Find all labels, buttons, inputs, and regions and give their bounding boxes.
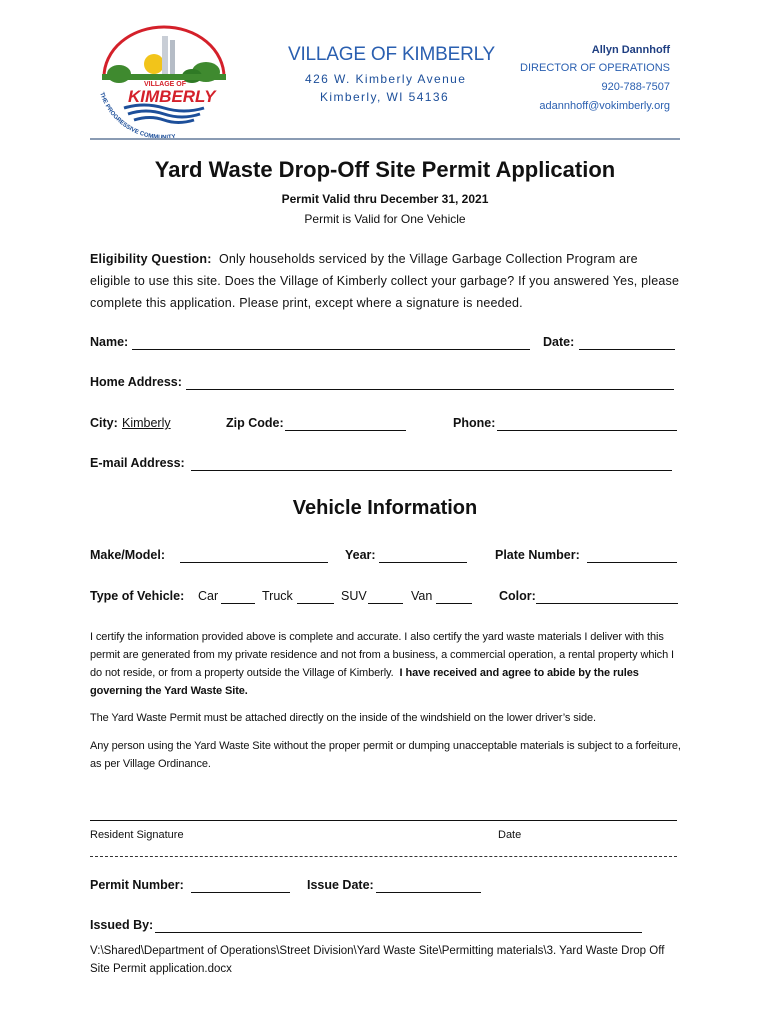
permit-number-label: Permit Number: bbox=[90, 878, 184, 892]
issue-date-field[interactable] bbox=[376, 878, 481, 893]
file-path-footer: V:\Shared\Department of Operations\Street Division\Yard Waste Site\Permitting materials\3. Yard Waste Drop Off Site Permit application.docx bbox=[90, 945, 665, 975]
signature-date-label: Date bbox=[498, 829, 522, 841]
make-model-label: Make/Model: bbox=[90, 548, 166, 562]
city-label: City: bbox=[90, 416, 118, 430]
vehicle-type-truck: Truck bbox=[262, 589, 293, 603]
page-title: Yard Waste Drop-Off Site Permit Application bbox=[154, 157, 616, 182]
address-street: 426 W. Kimberly Avenue bbox=[305, 72, 467, 86]
vehicle-type-van: Van bbox=[411, 589, 433, 603]
email-field[interactable] bbox=[191, 456, 672, 471]
resident-signature-label: Resident Signature bbox=[90, 829, 184, 841]
eligibility-paragraph bbox=[90, 248, 680, 314]
logo-arc-text: THE PROGRESSIVE COMMUNITY bbox=[98, 91, 177, 142]
color-field[interactable] bbox=[536, 589, 678, 604]
logo-kimberly-text: KIMBERLY bbox=[128, 87, 216, 106]
permit-number-field[interactable] bbox=[191, 878, 290, 893]
village-title: VILLAGE OF KIMBERLY bbox=[288, 44, 496, 65]
plate-label: Plate Number: bbox=[495, 548, 580, 562]
eligibility-text: Only households serviced by the Village Garbage Collection Program are eligible to use this site. Does the Village of Kimberly collect your garbage? If you answered Yes, please complete this application. Please print, except where a signature is needed. bbox=[90, 252, 680, 310]
issue-date-label: Issue Date: bbox=[307, 878, 374, 892]
home-address-label: Home Address: bbox=[90, 375, 182, 389]
contact-email[interactable]: adannhoff@vokimberly.org bbox=[539, 100, 670, 112]
permit-one-vehicle: Permit is Valid for One Vehicle bbox=[304, 212, 466, 226]
name-field[interactable] bbox=[132, 335, 530, 350]
vehicle-type-truck-field[interactable] bbox=[297, 589, 334, 604]
contact-phone: 920-788-7507 bbox=[601, 81, 670, 93]
contact-title: DIRECTOR OF OPERATIONS bbox=[520, 62, 670, 74]
date-label: Date: bbox=[543, 335, 575, 349]
windshield-note: The Yard Waste Permit must be attached directly on the inside of the windshield on the lower driver’s side. bbox=[90, 712, 596, 724]
name-label: Name: bbox=[90, 335, 129, 349]
plate-field[interactable] bbox=[587, 548, 677, 563]
address-city: Kimberly, WI 54136 bbox=[320, 90, 450, 104]
forfeiture-note: Any person using the Yard Waste Site without the proper permit or dumping unacceptable materials is subject to a forfeiture, as per Village Ordinance. bbox=[90, 740, 681, 770]
make-model-field[interactable] bbox=[180, 548, 328, 563]
phone-field[interactable] bbox=[497, 416, 677, 431]
vehicle-type-label: Type of Vehicle: bbox=[90, 589, 185, 603]
contact-name: Allyn Dannhoff bbox=[591, 44, 670, 56]
home-address-field[interactable] bbox=[186, 375, 674, 390]
permit-valid-thru: Permit Valid thru December 31, 2021 bbox=[281, 192, 489, 206]
zip-label: Zip Code: bbox=[226, 416, 284, 430]
certification-paragraph bbox=[90, 628, 685, 700]
phone-label: Phone: bbox=[453, 416, 496, 430]
signature-field[interactable] bbox=[90, 806, 677, 821]
eligibility-label: Eligibility Question: bbox=[90, 252, 212, 266]
vehicle-type-car: Car bbox=[198, 589, 219, 603]
issued-by-field[interactable] bbox=[155, 918, 642, 933]
issued-by-label: Issued By: bbox=[90, 918, 154, 932]
date-field[interactable] bbox=[579, 335, 675, 350]
email-label: E-mail Address: bbox=[90, 456, 185, 470]
header-divider bbox=[90, 138, 680, 140]
vehicle-heading: Vehicle Information bbox=[292, 497, 478, 519]
vehicle-type-suv-field[interactable] bbox=[368, 589, 403, 604]
vehicle-type-van-field[interactable] bbox=[436, 589, 472, 604]
year-label: Year: bbox=[345, 548, 376, 562]
village-logo bbox=[84, 22, 244, 142]
vehicle-type-suv: SUV bbox=[341, 589, 367, 603]
logo-village-text: VILLAGE OF bbox=[144, 81, 186, 88]
office-use-divider bbox=[90, 856, 677, 857]
certification-text: I certify the information provided above is complete and accurate. I also certify the yard waste materials I deliver with this permit are generated from my private residence and not from a business, a commercial operation, a rental property which I do not reside, or from a property outside the Village of Kimberly. bbox=[90, 631, 675, 679]
zip-field[interactable] bbox=[285, 416, 406, 431]
vehicle-type-car-field[interactable] bbox=[221, 589, 255, 604]
color-label: Color: bbox=[499, 589, 536, 603]
city-value[interactable]: Kimberly bbox=[122, 416, 171, 430]
year-field[interactable] bbox=[379, 548, 467, 563]
certification-bold-text: I have received and agree to abide by the rules governing the Yard Waste Site. bbox=[90, 667, 639, 697]
